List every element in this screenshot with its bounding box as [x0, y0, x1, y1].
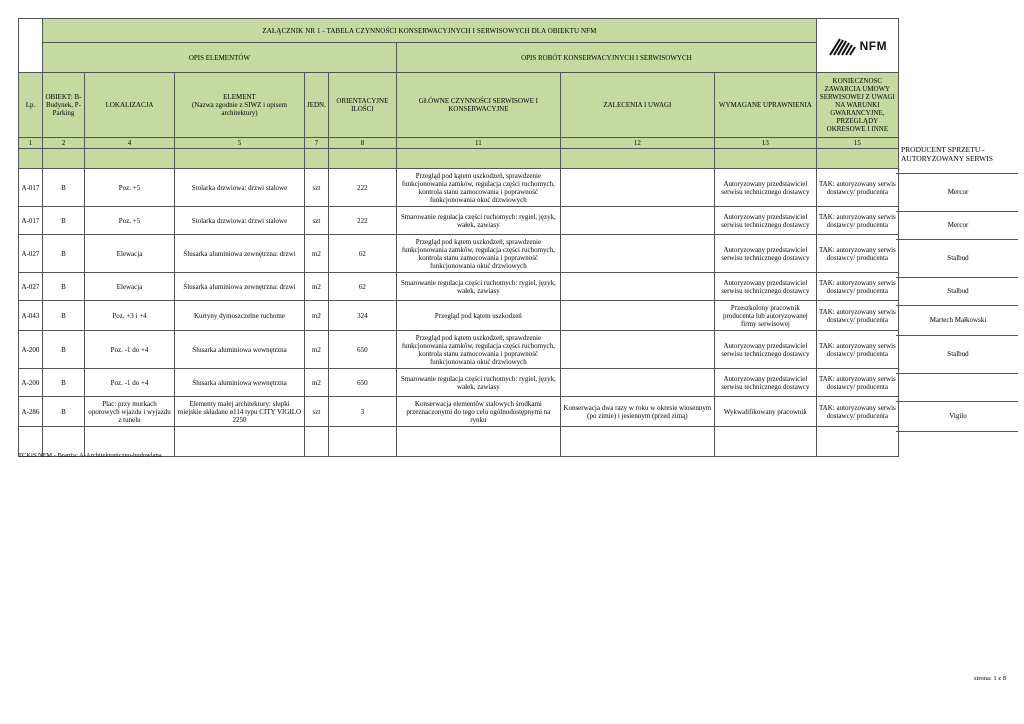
cell-lokalizacja: Poz. -1 do +4: [85, 369, 175, 397]
cell-zalecenia: [560, 331, 714, 369]
cell-czynnosci: Smarowanie regulacja części ruchomych: rygiel, język, wałek, zawiasy: [396, 369, 560, 397]
spacer-cell: [43, 149, 85, 169]
header-element-sub: (Nazwa zgodnie z SIWZ i opisem architektury): [191, 101, 288, 117]
cell-ilosc: 62: [328, 273, 396, 301]
cell-uprawnienia: Wykwalifikowany pracownik: [714, 397, 816, 427]
header-element-main: ELEMENT: [223, 93, 256, 101]
cell-zalecenia: [560, 369, 714, 397]
header-uprawnienia: WYMAGANE UPRAWNIENIA: [714, 73, 816, 138]
cell-ilosc: 222: [328, 169, 396, 207]
cell-lokalizacja: Poz. -1 do +4: [85, 331, 175, 369]
producer-name: Mercor: [947, 188, 969, 196]
section-elements: OPIS ELEMENTÓW: [43, 43, 397, 73]
cell-jedn: m2: [305, 301, 329, 331]
cell-jedn: szt: [305, 169, 329, 207]
logo: [819, 35, 896, 57]
cell-czynnosci: Przegląd pod kątem uszkodzeń, sprawdzenie funkcjonowania zamków, regulacja części ruchomych, kontrola stanu zamocowania i poprawność funkcjonowania okuć drzwiowych: [396, 235, 560, 273]
producer-row-line: [896, 335, 1018, 336]
cell-element: Kurtyny dymoszczelne ruchome: [175, 301, 305, 331]
cell-ilosc: 222: [328, 207, 396, 235]
cell-uprawnienia: Autoryzowany przedstawiciel serwisu technicznego dostawcy: [714, 369, 816, 397]
cell-ilosc: 324: [328, 301, 396, 331]
cell-lokalizacja: Poz. +3 i +4: [85, 301, 175, 331]
cell-czynnosci: Przegląd pod kątem uszkodzeń: [396, 301, 560, 331]
cell-koniecznosc: TAK: autoryzowany serwis dostawcy/ producenta: [816, 331, 898, 369]
cell-lp: A-027: [19, 273, 43, 301]
producer-name: Stalbud: [947, 254, 969, 262]
cell-uprawnienia: Przeszkolony pracownik producenta lub autoryzowanej firmy serwisowej: [714, 301, 816, 331]
producer-row-line: [896, 305, 1018, 306]
cell-lokalizacja: Poz. +5: [85, 207, 175, 235]
table-row: [19, 235, 899, 273]
header-czynnosci: GŁÓWNE CZYNNOŚCI SERWISOWE I KONSERWACYJNE: [396, 73, 560, 138]
producer-name: Vigilo: [949, 412, 967, 420]
spacer-cell: [305, 149, 329, 169]
spacer-cell: [396, 149, 560, 169]
cell-lp: A-043: [19, 301, 43, 331]
cell-element: Ślusarka aluminiowa wewnętrzna: [175, 331, 305, 369]
logo-text: NFM: [859, 38, 888, 53]
cell-zalecenia: [560, 301, 714, 331]
cell-koniecznosc: TAK: autoryzowany serwis dostawcy/ producenta: [816, 273, 898, 301]
cell-obiekt: B: [43, 369, 85, 397]
col-number: 13: [714, 138, 816, 149]
empty-cell: [328, 427, 396, 457]
cell-ilosc: 650: [328, 369, 396, 397]
col-number: 2: [43, 138, 85, 149]
page-number: strona: 1 z 8: [974, 675, 1006, 682]
cell-zalecenia: [560, 207, 714, 235]
cell-obiekt: B: [43, 301, 85, 331]
cell-lokalizacja: Poz. +5: [85, 169, 175, 207]
logo-cell: [816, 19, 898, 73]
cell-uprawnienia: Autoryzowany przedstawiciel serwisu technicznego dostawcy: [714, 331, 816, 369]
producer-row-line: [896, 373, 1018, 374]
header-jedn: JEDN.: [305, 73, 329, 138]
empty-cell: [396, 427, 560, 457]
cell-jedn: m2: [305, 235, 329, 273]
empty-cell: [305, 427, 329, 457]
cell-lp: A-017: [19, 207, 43, 235]
section-works: OPIS ROBÓT KONSERWACYJNYCH I SERWISOWYCH: [396, 43, 816, 73]
cell-obiekt: B: [43, 207, 85, 235]
cell-koniecznosc: TAK: autoryzowany serwis dostawcy/ producenta: [816, 369, 898, 397]
cell-jedn: szt: [305, 207, 329, 235]
header-lp: Lp.: [19, 73, 43, 138]
table-row: [19, 301, 899, 331]
cell-element: Elementy małej architektury: słupki miejskie składane ø114 typu CITY VIGILO 2250: [175, 397, 305, 427]
spacer-cell: [328, 149, 396, 169]
producer-row-line: [896, 173, 1018, 174]
producer-row-line: [896, 431, 1018, 432]
cell-jedn: szt: [305, 397, 329, 427]
producer-name: Stalbud: [947, 350, 969, 358]
header-producent: PRODUCENT SPRZETU - AUTORYZOWANY SERWIS: [901, 145, 993, 163]
corner-cell: [19, 19, 43, 73]
cell-lp: A-027: [19, 235, 43, 273]
producer-row-line: [896, 211, 1018, 212]
cell-koniecznosc: TAK: autoryzowany serwis dostawcy/ producenta: [816, 207, 898, 235]
cell-lokalizacja: Elewacja: [85, 273, 175, 301]
cell-uprawnienia: Autoryzowany przedstawiciel serwisu technicznego dostawcy: [714, 273, 816, 301]
col-number: 5: [175, 138, 305, 149]
empty-cell: [175, 427, 305, 457]
cell-koniecznosc: TAK: autoryzowany serwis dostawcy/ producenta: [816, 397, 898, 427]
spacer-cell: [560, 149, 714, 169]
header-zalecenia: ZALECENIA I UWAGI: [560, 73, 714, 138]
cell-koniecznosc: TAK: autoryzowany serwis dostawcy/ producenta: [816, 169, 898, 207]
cell-obiekt: B: [43, 235, 85, 273]
empty-cell: [816, 427, 898, 457]
producer-row-line: [896, 401, 1018, 402]
table-row: [19, 207, 899, 235]
spacer-cell: [714, 149, 816, 169]
cell-obiekt: B: [43, 397, 85, 427]
table-row: [19, 369, 899, 397]
cell-obiekt: B: [43, 273, 85, 301]
cell-jedn: m2: [305, 331, 329, 369]
cell-ilosc: 650: [328, 331, 396, 369]
col-number: 11: [396, 138, 560, 149]
spacer-cell: [175, 149, 305, 169]
cell-ilosc: 3: [328, 397, 396, 427]
footer-note: TCKiS NFM - Branża: A-Architektoniczno-budowlana: [18, 452, 162, 459]
cell-czynnosci: Przegląd pod kątem uszkodzeń, sprawdzenie funkcjonowania zamków, regulacja części ruchomych, kontrola stanu zamocowania i poprawność funkcjonowania okuć drzwiowych: [396, 169, 560, 207]
spacer-cell: [816, 149, 898, 169]
cell-obiekt: B: [43, 331, 85, 369]
cell-jedn: m2: [305, 369, 329, 397]
cell-element: Ślusarka aluminiowa wewnętrzna: [175, 369, 305, 397]
cell-lokalizacja: Plac: przy murkach oporowych wjazdu i wyjazdu z tunelu: [85, 397, 175, 427]
col-number: 15: [816, 138, 898, 149]
cell-ilosc: 62: [328, 235, 396, 273]
cell-czynnosci: Smarowanie regulacja części ruchomych: rygiel, język, wałek, zawiasy: [396, 207, 560, 235]
header-lokalizacja: LOKALIZACJA: [85, 73, 175, 138]
cell-element: Ślusarka aluminiowa zewnętrzna: drzwi: [175, 235, 305, 273]
nfm-logo-icon: [828, 35, 858, 57]
col-number: 12: [560, 138, 714, 149]
cell-zalecenia: [560, 235, 714, 273]
cell-koniecznosc: TAK: autoryzowany serwis dostawcy/ producenta: [816, 235, 898, 273]
cell-lp: A-017: [19, 169, 43, 207]
header-element: [175, 73, 305, 138]
cell-jedn: m2: [305, 273, 329, 301]
cell-uprawnienia: Autoryzowany przedstawiciel serwisu technicznego dostawcy: [714, 169, 816, 207]
producer-name: Martech Małkowski: [929, 316, 987, 324]
cell-lokalizacja: Elewacja: [85, 235, 175, 273]
col-number: 1: [19, 138, 43, 149]
producer-name: Mercor: [947, 221, 969, 229]
cell-czynnosci: Przegląd pod kątem uszkodzeń, sprawdzenie funkcjonowania zamków, regulacja części ruchomych, kontrola stanu zamocowania i poprawność funkcjonowania okuć drzwiowych: [396, 331, 560, 369]
table-row: [19, 273, 899, 301]
header-ilosci: ORIENTACYJNE ILOŚCI: [328, 73, 396, 138]
empty-cell: [714, 427, 816, 457]
cell-koniecznosc: TAK: autoryzowany serwis dostawcy/ producenta: [816, 301, 898, 331]
cell-czynnosci: Smarowanie regulacja części ruchomych: rygiel, język, wałek, zawiasy: [396, 273, 560, 301]
cell-element: Ślusarka aluminiowa zewnętrzna: drzwi: [175, 273, 305, 301]
cell-zalecenia: [560, 169, 714, 207]
maintenance-table: [18, 18, 899, 457]
col-number: 7: [305, 138, 329, 149]
table-row: [19, 397, 899, 427]
cell-uprawnienia: Autoryzowany przedstawiciel serwisu technicznego dostawcy: [714, 207, 816, 235]
cell-lp: A-200: [19, 369, 43, 397]
table-row: [19, 169, 899, 207]
empty-cell: [560, 427, 714, 457]
col-number: 8: [328, 138, 396, 149]
cell-zalecenia: [560, 273, 714, 301]
spacer-cell: [85, 149, 175, 169]
cell-obiekt: B: [43, 169, 85, 207]
cell-lp: A-286: [19, 397, 43, 427]
cell-element: Stolarka drzwiowa: drzwi stalowe: [175, 207, 305, 235]
producer-name: Stalbud: [947, 287, 969, 295]
col-number: 4: [85, 138, 175, 149]
table-row: [19, 331, 899, 369]
cell-zalecenia: Konserwacja dwa razy w roku w okresie wiosennym (po zimie) i jesiennym (przed zimą): [560, 397, 714, 427]
cell-uprawnienia: Autoryzowany przedstawiciel serwisu technicznego dostawcy: [714, 235, 816, 273]
producer-row-line: [896, 277, 1018, 278]
header-obiekt: OBIEKT: B-Budynek, P-Parking: [43, 73, 85, 138]
cell-lp: A-200: [19, 331, 43, 369]
producer-row-line: [896, 239, 1018, 240]
table-title: ZAŁĄCZNIK NR 1 - TABELA CZYNNOŚCI KONSERWACYJNYCH I SERWISOWYCH DLA OBIEKTU NFM: [43, 19, 817, 43]
spacer-cell: [19, 149, 43, 169]
cell-element: Stolarka drzwiowa: drzwi stalowe: [175, 169, 305, 207]
cell-czynnosci: Konserwacja elementów stalowych środkami przeznaczonymi do tego celu ogólnodostępnymi na rynku: [396, 397, 560, 427]
header-koniecznosc: KONIECZNOSC ZAWARCIA UMOWY SERWISOWEJ Z UWAGI NA WARUNKI GWARANCYJNE, PRZEGLĄDY OKRESOWE I INNE: [816, 73, 898, 138]
